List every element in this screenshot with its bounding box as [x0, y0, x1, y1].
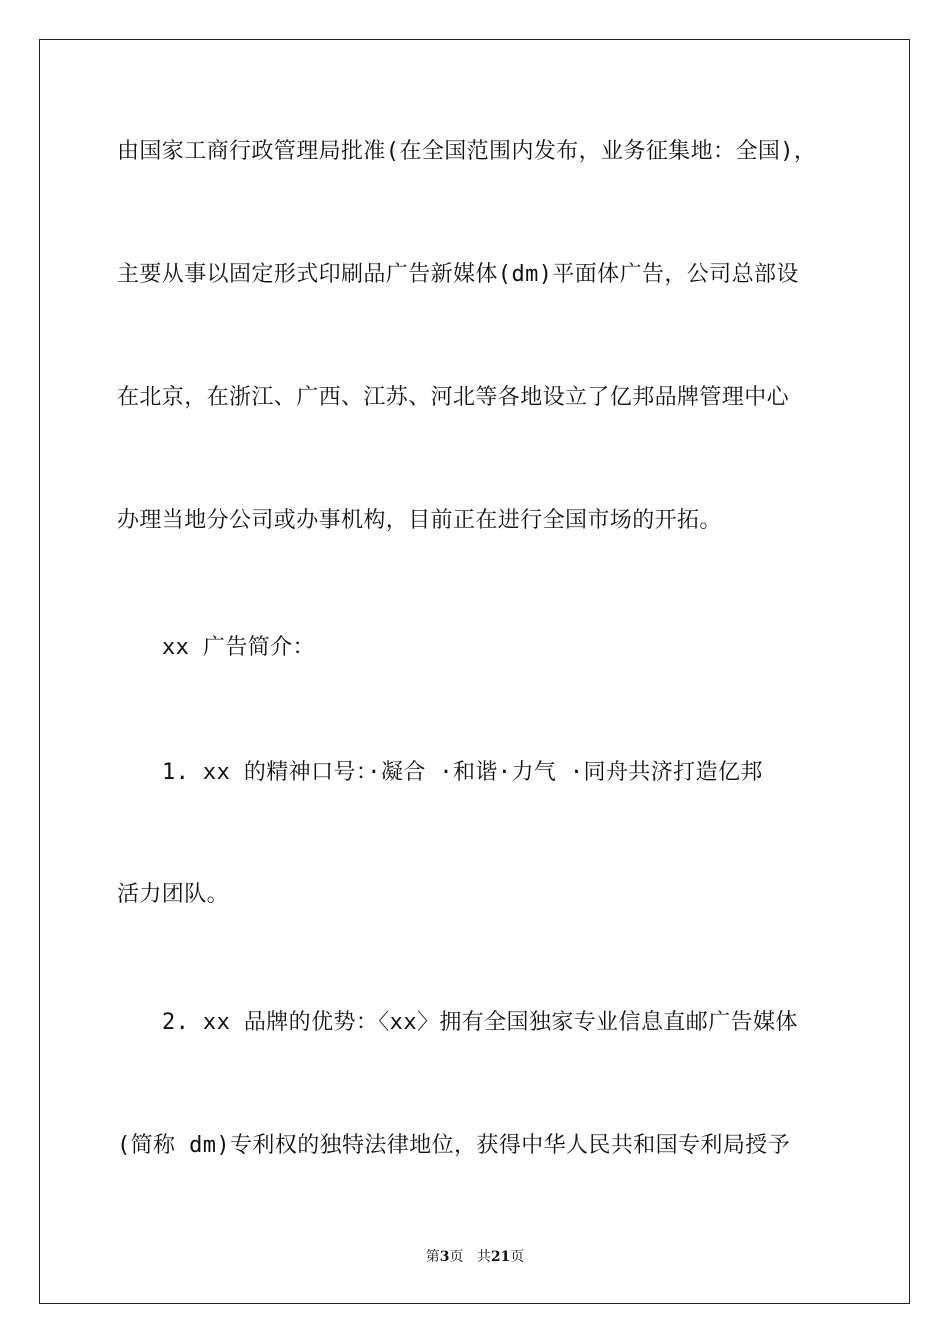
footer-total-suffix: 页	[510, 1249, 525, 1265]
page-border	[39, 39, 910, 1304]
text-line-4: 办理当地分公司或办事机构，目前正在进行全国市场的开拓。	[117, 508, 722, 533]
footer-total-prefix: 共	[476, 1249, 491, 1265]
list-item-2-continuation: (简称 dm)专利权的独特法律地位，获得中华人民共和国专利局授予	[117, 1133, 791, 1158]
text-line-2: 主要从事以固定形式印刷品广告新媒体(dm)平面体广告，公司总部设	[117, 262, 799, 287]
footer-page-prefix: 第	[425, 1249, 440, 1265]
footer-total-pages: 21	[490, 1249, 511, 1265]
section-heading: xx 广告简介：	[162, 635, 315, 660]
page-footer	[0, 1248, 950, 1266]
text-line-1: 由国家工商行政管理局批准(在全国范围内发布，业务征集地：全国)，	[117, 139, 817, 164]
list-item-1: 1. xx 的精神口号：·凝合 ·和谐·力气 ·同舟共济打造亿邦	[162, 760, 763, 785]
list-item-2: 2. xx 品牌的优势：〈xx〉拥有全国独家专业信息直邮广告媒体	[162, 1010, 798, 1035]
footer-page-number: 3	[439, 1249, 450, 1265]
list-item-1-continuation: 活力团队。	[117, 882, 230, 907]
footer-page-suffix: 页	[449, 1249, 464, 1265]
text-line-3: 在北京，在浙江、广西、江苏、河北等各地设立了亿邦品牌管理中心	[117, 385, 790, 410]
